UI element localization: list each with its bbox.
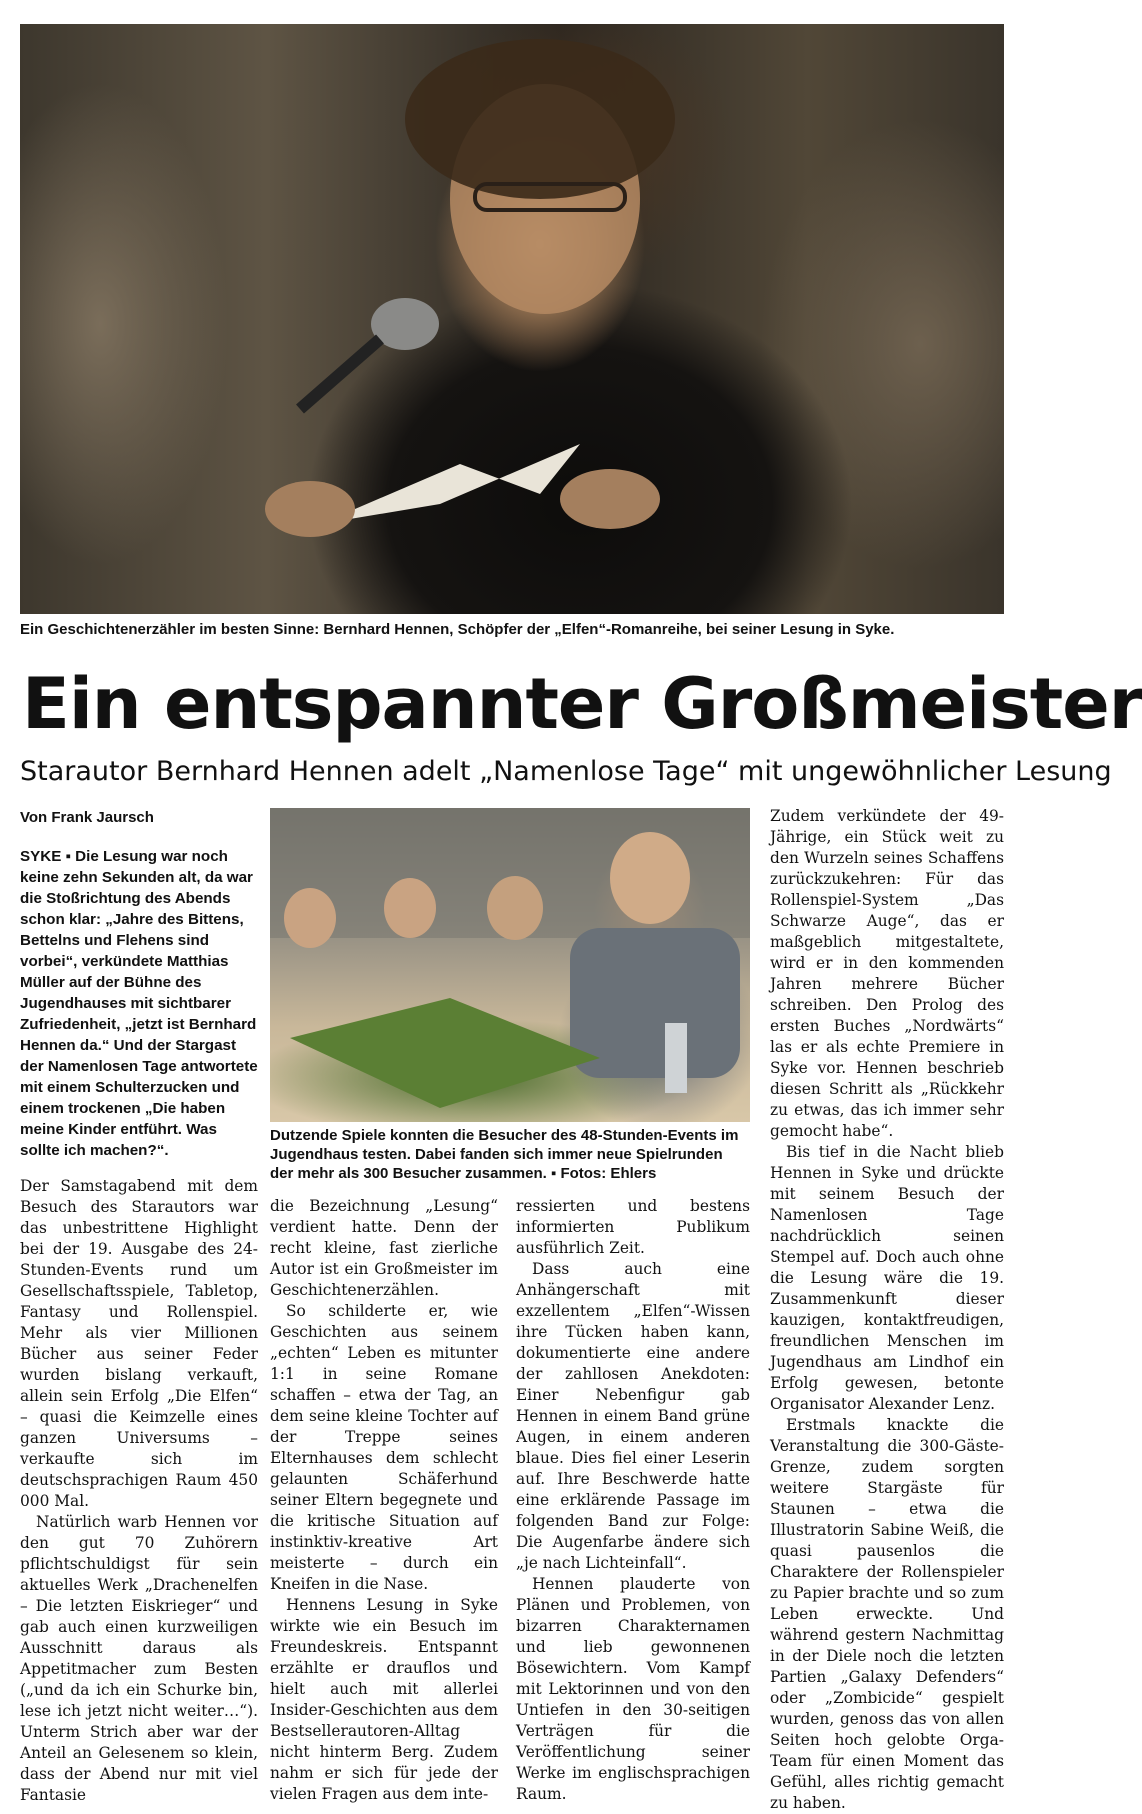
paragraph: Bis tief in die Nacht blieb Hennen in Syke und drückte mit seinem Besuch der Namenlosen Tage nachdrücklich seinen Stempel auf. Doch auch ohne die Lesung wäre die 19. Zusammenkunft dieser kauzigen, kontaktfreudigen, freundlichen Menschen im Jugendhaus am Lindhof ein Erfolg gewesen, betonte Organisator Alexander Lenz. <box>770 1143 1004 1413</box>
paragraph: Dass auch eine Anhängerschaft mit exzellentem „Elfen“-Wissen ihre Tücken haben kann, dokumentierte eine andere der zahllosen Anekdoten: Einer Nebenfigur gab Hennen in einem Band grüne Augen, in einem anderen blaue. Dies fiel einer Leserin auf. Ihre Beschwerde hatte eine erklärende Passage im folgenden Band zur Folge: Die Augenfarbe ändere sich „je nach Lichteinfall“. <box>516 1260 750 1572</box>
paragraph: So schilderte er, wie Geschichten aus seinem „echten“ Leben es mitunter 1:1 in seine Romane schaffen – etwa der Tag, an dem seine kleine Tochter auf der Treppe seines Elternhauses dem schlecht gelaunten Schäferhund seiner Eltern begegnete und die kritische Situation auf instinktiv-kreative Art meisterte – durch ein Kneifen in die Nase. <box>270 1302 498 1593</box>
photo-illustration <box>20 24 1004 614</box>
subheadline: Starautor Bernhard Hennen adelt „Namenlose Tage“ mit ungewöhnlicher Lesung <box>20 756 1112 787</box>
photo-illustration-players <box>270 808 750 1122</box>
game-players-photo <box>270 808 750 1122</box>
column-1 <box>20 1176 258 1806</box>
paragraph: ressierten und bestens informierten Publikum ausführlich Zeit. <box>516 1197 750 1257</box>
lead-paragraph: SYKE ▪ Die Lesung war noch keine zehn Sekunden alt, da war die Stoßrichtung des Abends schon klar: „Jahre des Bittens, Bettelns und Flehens sind vorbei“, verkündete Matthias Müller auf der Bühne des Jugendhauses mit sichtbarer Zufriedenheit, „jetzt ist Bernhard Hennen da.“ Und der Stargast der Namenlosen Tage antwortete mit einem Schulterzucken und einem trockenen „Die haben meine Kinder entführt. Was sollte ich machen?“. <box>20 848 258 1159</box>
author-reading-photo <box>20 24 1004 614</box>
paragraph: die Bezeichnung „Lesung“ verdient hatte. Denn der recht kleine, fast zierliche Autor ist ein Großmeister im Geschichtenerzählen. <box>270 1197 498 1299</box>
paragraph: Der Samstagabend mit dem Besuch des Starautors war das unbestrittene Highlight bei der 19. Ausgabe des 24-Stunden-Events rund um Gesellschaftsspiele, Tabletop, Fantasy und Rollenspiel. Mehr als vier Millionen Bücher aus seiner Feder wurden bislang verkauft, allein sein Erfolg „Die Elfen“ – quasi die Keimzelle eines ganzen Universums – verkaufte sich im deutschsprachigen Raum 450 000 Mal. <box>20 1177 258 1510</box>
byline: Von Frank Jaursch <box>20 809 154 826</box>
paragraph: Natürlich warb Hennen vor den gut 70 Zuhörern pflichtschuldigst für sein aktuelles Werk „Drachenelfen – Die letzten Eiskrieger“ und gab auch einen kurzweiligen Ausschnitt daraus als Appetitmacher zum Besten („und da ich ein Schurke bin, lese ich jetzt nicht weiter…“). Unterm Strich aber war der Anteil an Gelesenem so klein, dass der Abend nur mit viel Fantasie <box>20 1513 258 1804</box>
photo-caption-inline: Dutzende Spiele konnten die Besucher des 48-Stunden-Events im Jugendhaus testen. Dabei fanden sich immer neue Spielrunden der mehr als 300 Besucher zusammen. ▪ Fotos: Ehlers <box>270 1127 739 1182</box>
paragraph: Hennen plauderte von Plänen und Problemen, von bizarren Charakternamen und lieb gewonnenen Bösewichtern. Vom Kampf mit Lektorinnen und von den Untiefen in den 30-seitigen Verträgen für die Veröffentlichung seiner Werke im englischsprachigen Raum. <box>516 1575 750 1803</box>
photo-caption-top: Ein Geschichtenerzähler im besten Sinne: Bernhard Hennen, Schöpfer der „Elfen“-Romanreihe, bei seiner Lesung in Syke. <box>20 621 895 638</box>
column-4 <box>770 806 1004 1814</box>
column-2 <box>270 1196 498 1805</box>
column-3 <box>516 1196 750 1805</box>
paragraph: Zudem verkündete der 49-Jährige, ein Stück weit zu den Wurzeln seines Schaffens zurückzukehren: Für das Rollenspiel-System „Das Schwarze Auge“, das er maßgeblich mitgestaltete, wird er in den kommenden Jahren mehrere Bücher schreiben. Den Prolog des ersten Buches „Nordwärts“ las er als echte Premiere in Syke vor. Hennen beschrieb diesen Schritt als „Rückkehr zu etwas, das ich immer sehr gemocht habe“. <box>770 807 1004 1140</box>
paragraph: Hennens Lesung in Syke wirkte wie ein Besuch im Freundeskreis. Entspannt erzählte er drauflos und hielt auch mit allerlei Insider-Geschichten aus dem Bestsellerautoren-Alltag nicht hinterm Berg. Zudem nahm er sich für jede der vielen Fragen aus dem inte- <box>270 1596 498 1803</box>
headline: Ein entspannter Großmeister <box>22 663 1142 745</box>
paragraph: Erstmals knackte die Veranstaltung die 300-Gäste-Grenze, zudem sorgten weitere Stargäste für Staunen – etwa die Illustratorin Sabine Weiß, die quasi pausenlos die Charaktere der Rollenspieler zu Papier brachte und so zum Leben erweckte. Und während gestern Nachmittag in der Diele noch die letzten Partien „Galaxy Defenders“ oder „Zombicide“ gespielt wurden, genoss das von allen Seiten hoch gelobte Orga-Team für einen Moment das Gefühl, alles richtig gemacht zu haben. <box>770 1416 1004 1812</box>
